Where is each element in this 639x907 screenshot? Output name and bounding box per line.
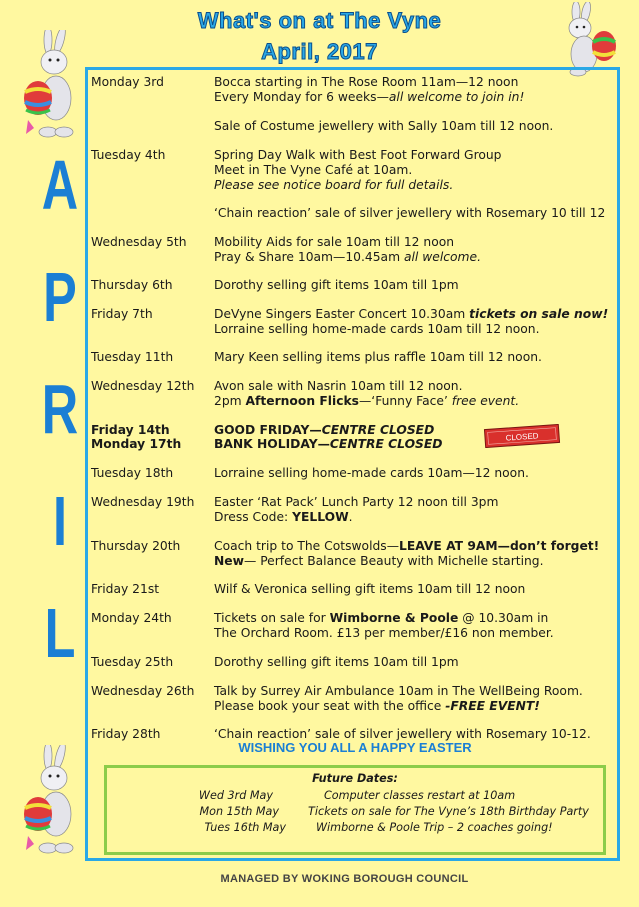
event-line: Coach trip to The Cotswolds—LEAVE AT 9AM—don’t forget! bbox=[214, 539, 600, 553]
event-description bbox=[214, 148, 614, 193]
future-dates-box bbox=[104, 765, 606, 855]
event-line: New— Perfect Balance Beauty with Michelle starting. bbox=[214, 554, 544, 568]
event-line: Dorothy selling gift items 10am till 1pm bbox=[214, 278, 459, 292]
event-day: Tuesday 25th bbox=[91, 655, 174, 669]
event-line: The Orchard Room. £13 per member/£16 non member. bbox=[214, 626, 554, 640]
page-subtitle-date: April, 2017 bbox=[261, 39, 378, 64]
event-description bbox=[214, 655, 614, 670]
event-line: Lorraine selling home-made cards 10am—12 noon. bbox=[214, 466, 529, 480]
future-date: Mon 15th May bbox=[199, 805, 279, 818]
event-day: Wednesday 5th bbox=[91, 235, 187, 249]
event-day: Friday 14th bbox=[91, 423, 170, 437]
event-day: Friday 21st bbox=[91, 582, 160, 596]
event-line: Lorraine selling home-made cards 10am till 12 noon. bbox=[214, 322, 540, 336]
future-event: Wimborne & Poole Trip – 2 coaches going! bbox=[316, 821, 553, 834]
event-line: Please see notice board for full details. bbox=[214, 178, 454, 192]
month-letter: I bbox=[52, 482, 67, 560]
event-day: Monday 17th bbox=[91, 437, 182, 451]
event-day: Friday 7th bbox=[91, 307, 153, 321]
event-line: Tickets on sale for Wimborne & Poole @ 10.30am in bbox=[214, 611, 549, 625]
event-line: Meet in The Vyne Café at 10am. bbox=[214, 163, 413, 177]
month-letter: L bbox=[44, 594, 76, 672]
event-line: BANK HOLIDAY—CENTRE CLOSED bbox=[214, 437, 443, 451]
event-line: Dress Code: YELLOW. bbox=[214, 510, 353, 524]
event-day: Thursday 6th bbox=[91, 278, 173, 292]
event-description bbox=[214, 582, 614, 597]
event-description bbox=[214, 278, 614, 293]
event-line: Avon sale with Nasrin 10am till 12 noon. bbox=[214, 379, 463, 393]
event-day: Tuesday 11th bbox=[91, 350, 174, 364]
event-description bbox=[214, 119, 614, 134]
event-description bbox=[214, 684, 614, 714]
event-line: Wilf & Veronica selling gift items 10am till 12 noon bbox=[214, 582, 526, 596]
future-date: Tues 16th May bbox=[204, 821, 286, 834]
bunny-with-egg-icon bbox=[18, 30, 80, 140]
event-line: DeVyne Singers Easter Concert 10.30am tickets on sale now! bbox=[214, 307, 609, 321]
event-description bbox=[214, 350, 614, 365]
page-title: What's on at The Vyne bbox=[197, 8, 442, 33]
event-description bbox=[214, 495, 614, 525]
event-day: Thursday 20th bbox=[91, 539, 181, 553]
event-line: Every Monday for 6 weeks—all welcome to join in! bbox=[214, 90, 525, 104]
easter-greeting: WISHING YOU ALL A HAPPY EASTER bbox=[238, 740, 472, 755]
event-line: GOOD FRIDAY—CENTRE CLOSED bbox=[214, 423, 435, 437]
event-day: Wednesday 12th bbox=[91, 379, 195, 393]
future-event: Tickets on sale for The Vyne’s 18th Birthday Party bbox=[308, 805, 589, 818]
event-line: Bocca starting in The Rose Room 11am—12 noon bbox=[214, 75, 519, 89]
event-day: Monday 24th bbox=[91, 611, 172, 625]
month-letter: P bbox=[43, 258, 77, 336]
event-day: Monday 3rd bbox=[91, 75, 164, 89]
event-line: Dorothy selling gift items 10am till 1pm bbox=[214, 655, 459, 669]
event-description bbox=[214, 466, 614, 481]
footer-text: MANAGED BY WOKING BOROUGH COUNCIL bbox=[220, 873, 469, 885]
event-line: Mobility Aids for sale 10am till 12 noon bbox=[214, 235, 455, 249]
event-line: ‘Chain reaction’ sale of silver jewellery with Rosemary 10 till 12 bbox=[214, 206, 606, 220]
event-day: Wednesday 26th bbox=[91, 684, 195, 698]
event-line: Please book your seat with the office -FREE EVENT! bbox=[214, 699, 540, 713]
event-line: 2pm Afternoon Flicks—‘Funny Face’ free event. bbox=[214, 394, 520, 408]
event-line: Spring Day Walk with Best Foot Forward Group bbox=[214, 148, 502, 162]
event-day: Tuesday 4th bbox=[91, 148, 166, 162]
month-letter: A bbox=[41, 146, 79, 224]
event-description bbox=[214, 539, 614, 569]
month-letter: R bbox=[41, 370, 79, 448]
event-day: Tuesday 18th bbox=[91, 466, 174, 480]
event-day: Friday 28th bbox=[91, 727, 161, 741]
bunny-with-egg-icon bbox=[18, 745, 80, 857]
event-line: Sale of Costume jewellery with Sally 10am till 12 noon. bbox=[214, 119, 554, 133]
event-line: Easter ‘Rat Pack’ Lunch Party 12 noon till 3pm bbox=[214, 495, 499, 509]
future-date: Wed 3rd May bbox=[198, 789, 273, 802]
event-description bbox=[214, 206, 614, 221]
event-line: Talk by Surrey Air Ambulance 10am in The WellBeing Room. bbox=[214, 684, 583, 698]
event-description bbox=[214, 611, 614, 641]
event-description bbox=[214, 307, 614, 337]
event-line: Mary Keen selling items plus raffle 10am till 12 noon. bbox=[214, 350, 542, 364]
future-event: Computer classes restart at 10am bbox=[324, 789, 516, 802]
event-description bbox=[214, 75, 614, 105]
closed-sign-icon bbox=[483, 424, 561, 448]
closed-sign-label: CLOSED bbox=[505, 431, 539, 443]
event-description bbox=[214, 379, 614, 409]
event-description bbox=[214, 235, 614, 265]
future-dates-title: Future Dates: bbox=[312, 772, 398, 785]
event-line: ‘Chain reaction’ sale of silver jewellery with Rosemary 10-12. bbox=[214, 727, 591, 741]
event-day: Wednesday 19th bbox=[91, 495, 195, 509]
event-line: Pray & Share 10am—10.45am all welcome. bbox=[214, 250, 482, 264]
